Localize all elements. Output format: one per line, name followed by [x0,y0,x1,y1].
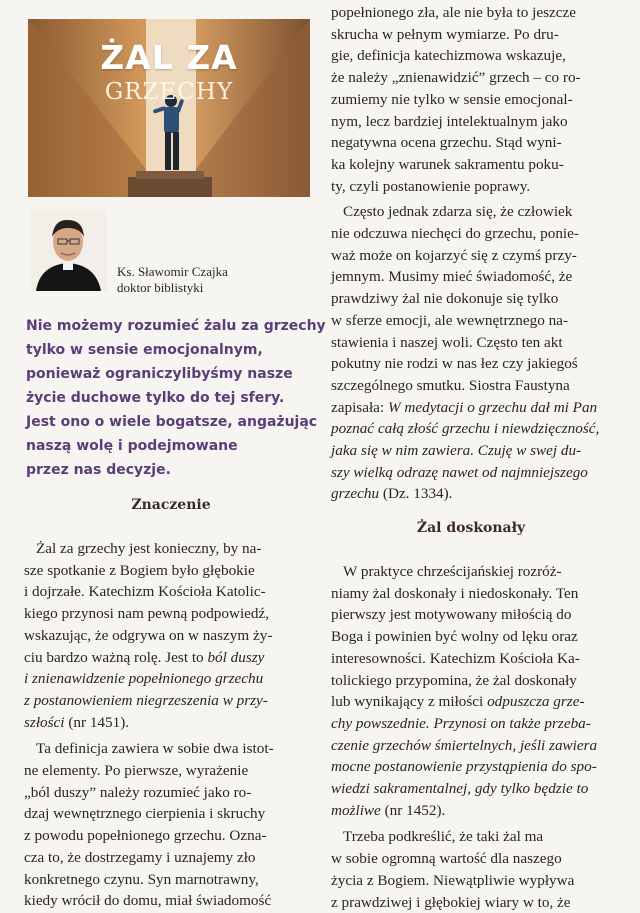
author-photo [30,209,107,291]
text-line [24,668,314,690]
text-segment: lub wynikający z miłości [331,693,488,711]
lead-paragraph [26,314,326,482]
text-line: stawienia i naszej woli. Często ten akt [331,333,563,351]
text-line: w sobie ogromną wartość dla naszego [331,850,562,868]
text-line: szczególnego smutku. Siostra Faustyna [331,376,570,394]
text-line: waż może on kojarzyć się z czymś przy- [331,246,577,264]
text-line [331,418,621,440]
right-column-body-bottom [331,561,621,913]
text-line: w sferze emocji, ale wewnętrznego na- [331,311,568,329]
section-heading-zal-doskonaly: Żal doskonały [416,520,526,536]
text-line: z prawdziwej i głębokiej wiary w to, że [331,893,571,911]
reference: (Dz. 1334). [379,485,453,503]
text-line: nie odczuwa niechęci do grzechu, ponie- [331,225,579,243]
text-line: nym, lecz bardziej intelektualnym jako [331,112,568,130]
text-segment: zapisała: [331,398,388,416]
quote-italic: chy powszednie. Przynosi on także przeba- [331,714,591,732]
text-line: prawdziwy żal nie dokonuje się tylko [331,290,559,308]
quote-italic: jaka się w nim zawiera. Czuję w swej du- [331,442,582,460]
text-line: pierwszy jest motywowany miłością do [331,606,572,624]
quote-italic: mocne postanowienie przystąpienia do spo- [331,758,597,776]
text-segment: ciu bardzo ważną rolę. Jest to [24,648,208,666]
text-line: sze spotkanie z Bogiem było głębokie [24,561,255,579]
text-line: Trzeba podkreślić, że taki żal ma [343,828,544,846]
text-line: Żal za grzechy jest konieczny, by na- [36,540,262,557]
text-line: skrucha w pełnym wymiarze. Po dru- [331,25,559,43]
quote-italic: czenie grzechów śmiertelnych, jeśli zawiera [331,736,598,754]
text-line [331,778,621,800]
text-line [331,483,621,505]
text-line: wskazując, że odgrywa on w naszym ży- [24,626,273,644]
lead-line: tylko w sensie emocjonalnym, [26,342,263,358]
quote-italic: poznać całą złość grzechu i niewdzięczność, [331,420,600,438]
lead-line: przez nas decyzje. [26,462,171,478]
quote-italic: ból duszy [207,648,265,666]
text-line [331,691,621,713]
right-column-body-top [331,2,621,505]
quote-italic: odpuszcza grze- [487,693,585,711]
text-line: interesowności. Katechizm Kościoła Ka- [331,649,580,667]
text-line: Ta definicja zawiera w sobie dwa istot- [36,740,274,758]
hero-title: ŻAL ZA [100,38,238,77]
text-line: konkretnego czynu. Syn marnotrawny, [24,870,259,888]
author-role: doktor biblistyki [117,280,204,295]
text-line: cza to, że dostrzegamy i uznajemy zło [24,848,256,866]
author-name: Ks. Sławomir Czajka [117,264,228,279]
text-line: Boga i powinien być wolny od lęku oraz [331,628,578,646]
text-line: „ból duszy” należy rozumieć jako ro- [24,783,252,801]
text-line [24,647,314,669]
text-line: niamy żal doskonały i niedoskonały. Ten [331,584,579,602]
text-line [331,735,621,757]
quote-italic: i znienawidzenie popełnionego grzechu [24,670,264,688]
text-line: pokutny nie rodzi w nas łez czy jakiegoś [331,355,578,373]
lead-line: życie duchowe tylko do tej sfery. [26,390,285,406]
quote-italic: grzechu [331,485,380,503]
text-line: z powodu popełnionego grzechu. Ozna- [24,827,267,845]
text-line [331,800,621,822]
text-line [331,462,621,484]
lead-line: Nie możemy rozumieć żalu za grzechy [26,318,326,334]
text-line [331,756,621,778]
text-line [331,440,621,462]
quote-italic: wiedzi sakramentalnej, gdy tylko będzie to [331,780,589,798]
text-line: jemnym. Musimy mieć świadomość, że [331,268,573,286]
text-line: i dojrzałe. Katechizm Kościoła Katolic- [24,583,266,601]
quote-italic: możliwe [331,801,381,819]
reference: (nr 1451). [64,713,130,731]
text-line: negatywna ocena grzechu. Stąd wyni- [331,134,562,152]
text-line: ty, czyli postanowienie poprawy. [331,177,531,195]
text-line: dzaj wewnętrznego cierpienia i skruchy [24,805,266,823]
text-line: że należy „znienawidzić” grzech – co ro- [331,69,581,87]
text-line: tolickiego przypomina, że żal doskonały [331,671,577,689]
reference: (nr 1452). [380,801,446,819]
quote-italic: z postanowieniem niegrzeszenia w przy- [24,691,268,709]
quote-italic: W medytacji o grzechu dał mi Pan [387,398,598,416]
lead-line: naszą wolę i podejmowane [26,438,238,454]
lead-line: Jest ono o wiele bogatsze, angażując [26,414,318,430]
quote-italic: szy wielką odrazę nawet od najmniejszego [331,463,588,481]
text-line: W praktyce chrześcijańskiej rozróż- [343,563,562,580]
lead-line: ponieważ ograniczylibyśmy nasze [26,366,293,382]
text-line [331,713,621,735]
text-line [331,397,621,419]
hero-image [28,19,310,197]
hero-subtitle: GRZECHY [104,79,234,105]
text-line: popełnionego zła, ale nie była to jeszcze [331,4,577,21]
text-line [24,690,314,712]
section-heading-znaczenie: Znaczenie [131,497,211,513]
text-line: kiedy wrócił do domu, miał świadomość [24,892,272,910]
text-line: życia z Bogiem. Niewątpliwie wypływa [331,871,575,889]
text-line: ka kolejny warunek sakramentu poku- [331,155,564,173]
left-column-body [24,538,314,912]
quote-italic: szłości [24,713,65,731]
text-line: gie, definicja katechizmowa wskazuje, [331,47,566,65]
text-line: zumiemy nie tylko w sensie emocjonal- [331,90,573,108]
text-line: Często jednak zdarza się, że człowiek [343,203,573,221]
text-line: kiego przynosi nam pewną podpowiedź, [24,605,270,623]
author-caption [117,264,307,296]
text-line: ne elementy. Po pierwsze, wyrażenie [24,762,249,780]
text-line [24,712,314,734]
